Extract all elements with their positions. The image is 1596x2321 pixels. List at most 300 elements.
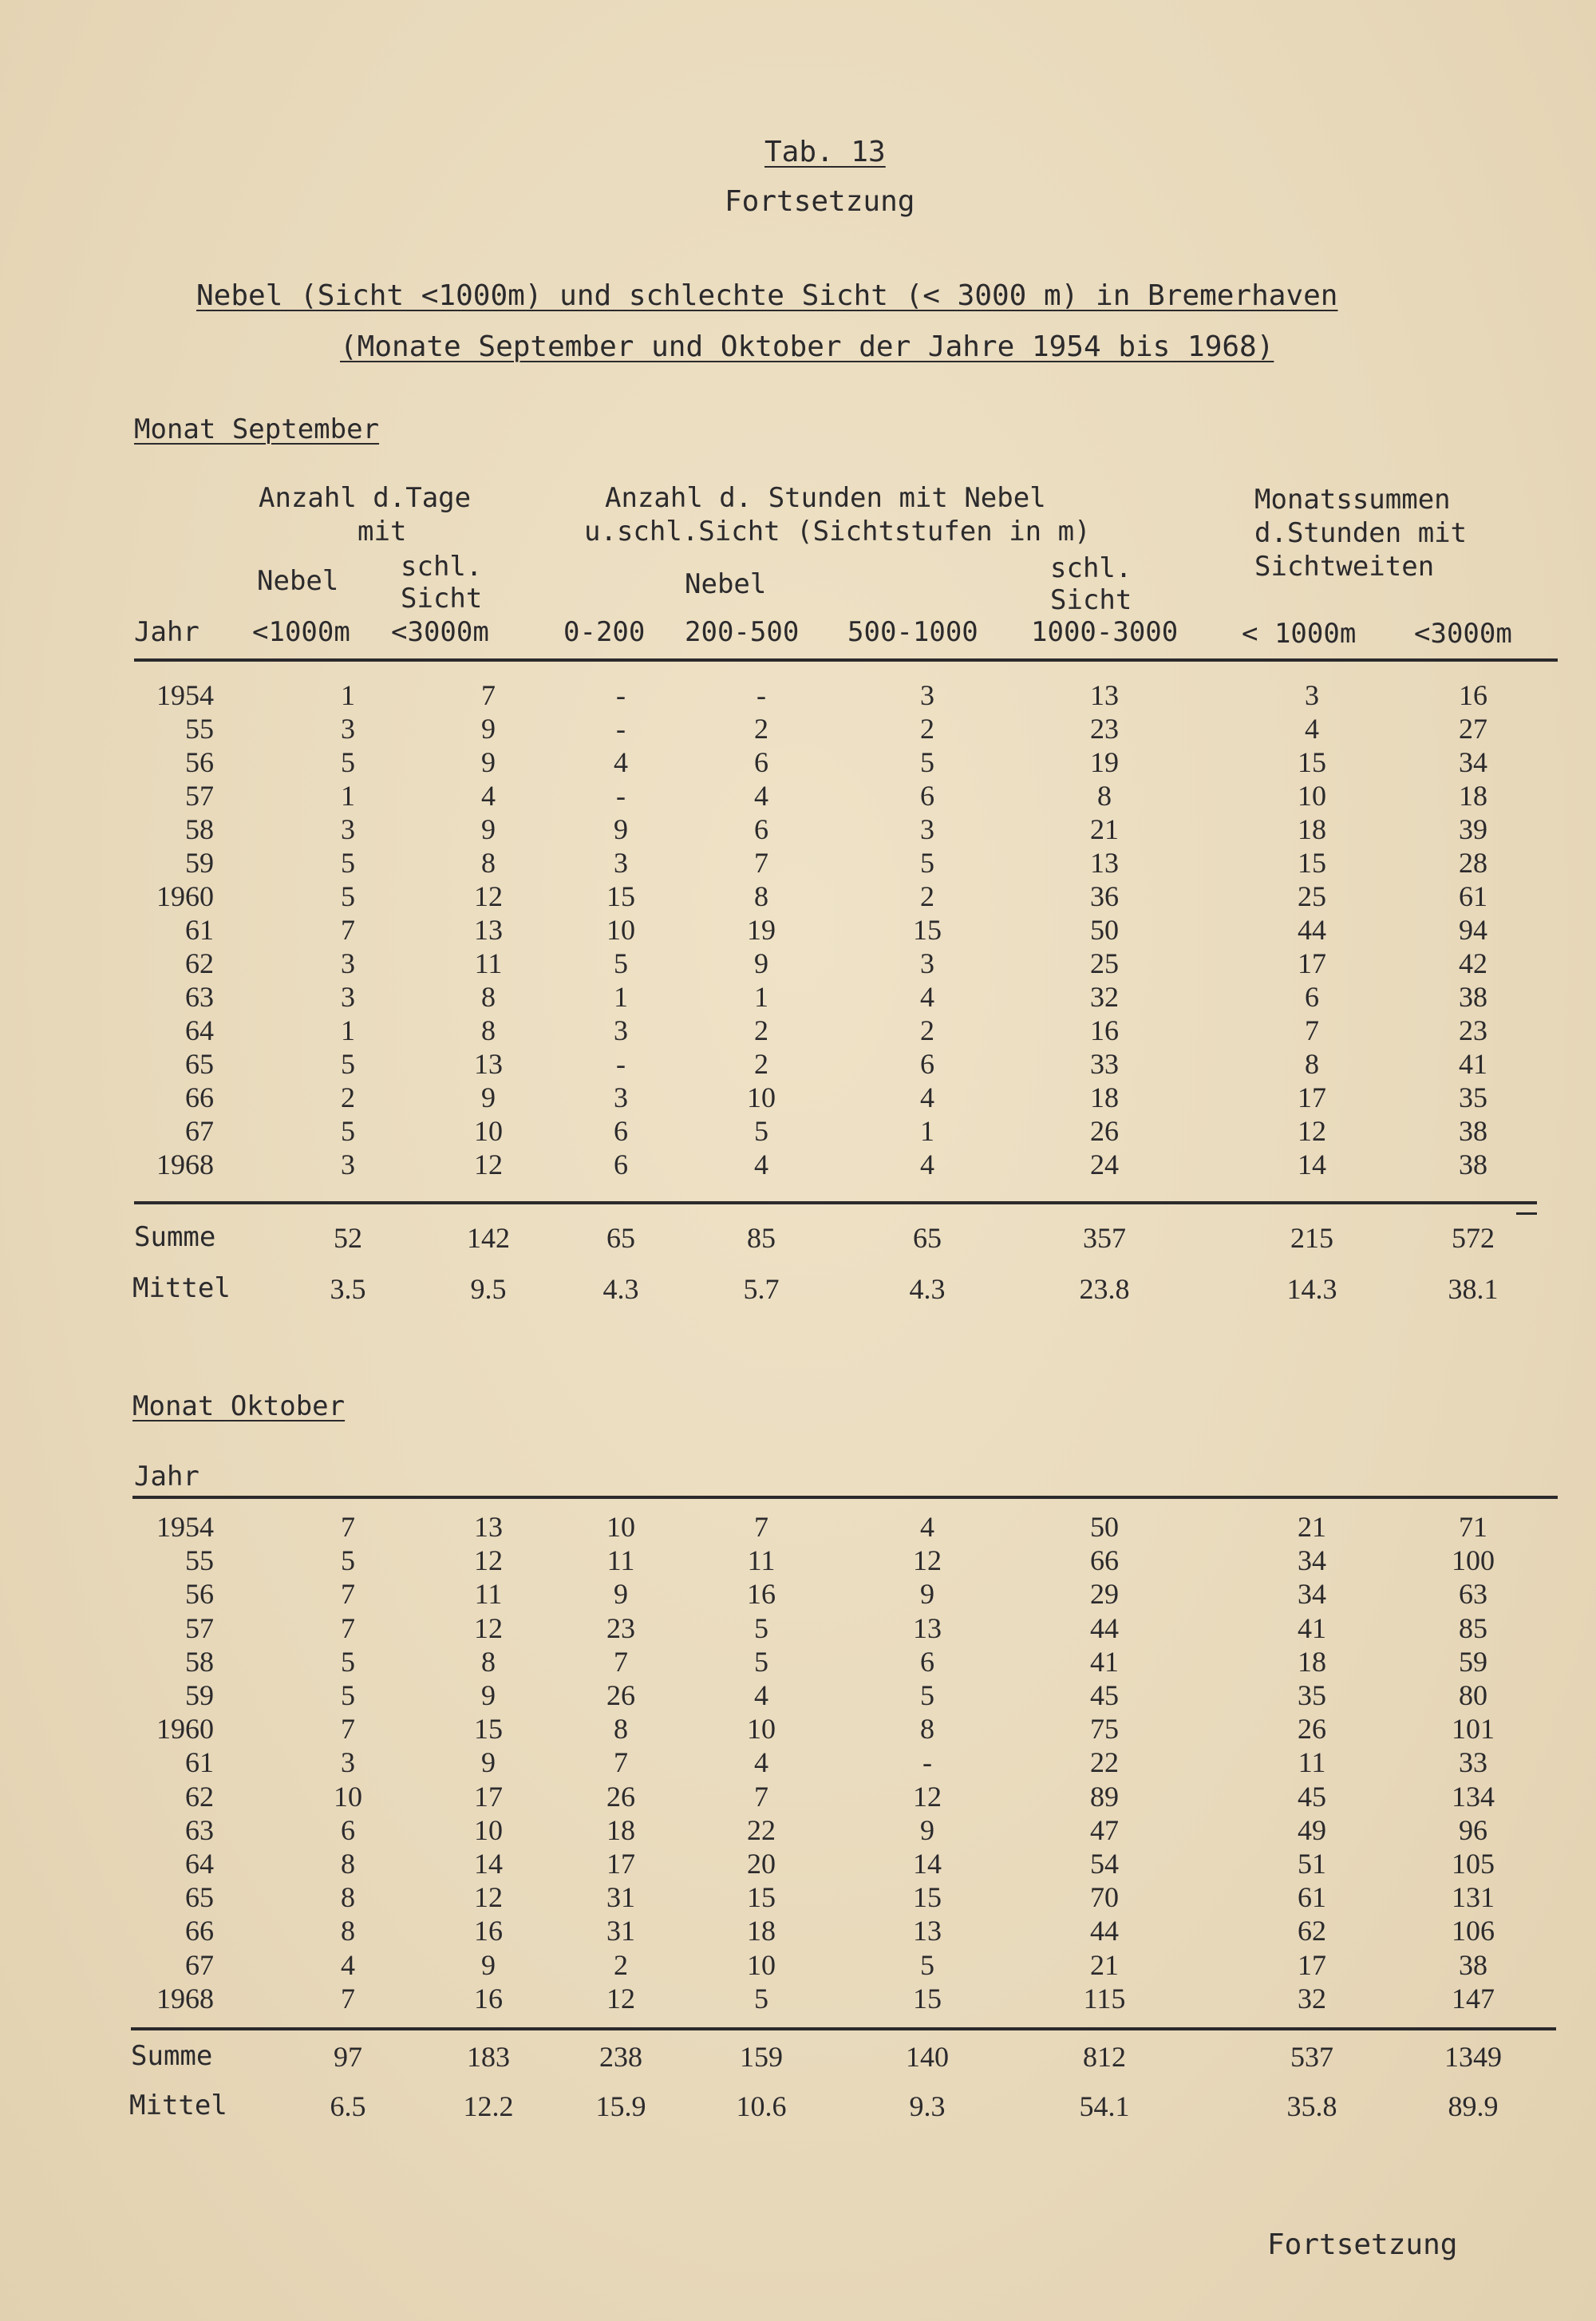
value-cell: 21: [1298, 1511, 1326, 1543]
value-cell: 13: [913, 1611, 942, 1644]
value-cell: 134: [1452, 1780, 1495, 1813]
year-cell: 66: [185, 1081, 214, 1113]
value-cell: 2: [920, 880, 934, 912]
mittel-value: 4.3: [602, 1273, 639, 1305]
value-cell: 16: [1090, 1014, 1119, 1046]
value-cell: 5: [341, 847, 355, 879]
value-cell: 6: [920, 1048, 934, 1080]
table-row: [0, 1544, 1596, 1577]
value-cell: 41: [1298, 1611, 1326, 1644]
header-sums-line2: d.Stunden mit: [1254, 517, 1468, 549]
mittel-value: 14.3: [1286, 1273, 1337, 1305]
value-cell: 5: [341, 1544, 355, 1577]
table-row: [0, 1813, 1596, 1847]
value-cell: 14: [913, 1848, 942, 1880]
value-cell: 9: [920, 1813, 934, 1846]
value-cell: 7: [754, 847, 768, 879]
mittel-value: 10.6: [736, 2090, 787, 2122]
year-cell: 64: [185, 1848, 214, 1880]
table-row: [0, 1948, 1596, 1982]
value-cell: 8: [614, 1713, 628, 1746]
value-cell: 10: [606, 914, 635, 946]
value-cell: 18: [1459, 780, 1487, 812]
value-cell: -: [616, 1048, 626, 1080]
value-cell: -: [616, 679, 626, 711]
value-cell: -: [922, 1746, 932, 1779]
value-cell: 9: [481, 713, 496, 745]
value-cell: 5: [341, 1115, 355, 1147]
value-cell: 18: [606, 1813, 635, 1846]
value-cell: 2: [341, 1081, 355, 1113]
table-row: [0, 1746, 1596, 1779]
mittel-value: 89.9: [1448, 2090, 1499, 2122]
value-cell: 10: [474, 1813, 503, 1846]
table-row: [0, 1148, 1596, 1181]
value-cell: 5: [754, 1611, 768, 1644]
value-cell: 5: [920, 1948, 934, 1981]
value-cell: 15: [913, 914, 942, 946]
table-row: [0, 947, 1596, 980]
value-cell: 11: [606, 1544, 635, 1577]
value-cell: 23: [1090, 713, 1119, 745]
value-cell: 35: [1298, 1679, 1326, 1711]
value-cell: 1: [920, 1115, 934, 1147]
continuation-note-bottom: Fortsetzung: [1267, 2228, 1458, 2261]
year-cell: 1968: [156, 1149, 214, 1180]
value-cell: 7: [1305, 1014, 1319, 1046]
mittel-value: 23.8: [1079, 1273, 1130, 1305]
value-cell: 17: [1298, 1081, 1326, 1113]
year-cell: 62: [185, 947, 214, 979]
value-cell: 34: [1298, 1578, 1326, 1611]
value-cell: 8: [1305, 1048, 1319, 1080]
mittel-value: 54.1: [1079, 2090, 1130, 2122]
value-cell: 10: [334, 1780, 362, 1813]
year-cell: 55: [185, 1544, 214, 1577]
value-cell: 70: [1090, 1881, 1119, 1914]
value-cell: 16: [747, 1578, 776, 1611]
value-cell: 6: [920, 780, 934, 812]
value-cell: 15: [1298, 746, 1326, 778]
value-cell: 2: [754, 1014, 768, 1046]
value-cell: 10: [1298, 780, 1326, 812]
value-cell: 6: [754, 813, 768, 845]
header-col-3000m: <3000m: [391, 616, 489, 648]
sum-rule-oktober: [131, 2027, 1556, 2030]
value-cell: 38: [1459, 1115, 1487, 1147]
value-cell: 4: [754, 1149, 768, 1180]
table-row: [0, 880, 1596, 913]
value-cell: 26: [1298, 1713, 1326, 1746]
value-cell: 47: [1090, 1813, 1119, 1846]
summe-label: Summe: [131, 2040, 213, 2072]
value-cell: 8: [341, 1848, 355, 1880]
value-cell: 14: [1298, 1149, 1326, 1180]
value-cell: 31: [606, 1915, 635, 1947]
value-cell: 6: [341, 1813, 355, 1846]
table-row: [0, 1577, 1596, 1611]
value-cell: 11: [474, 1578, 503, 1611]
value-cell: 3: [341, 1149, 355, 1180]
table-row: [0, 1880, 1596, 1914]
value-cell: 44: [1298, 914, 1326, 946]
value-cell: 34: [1459, 746, 1487, 778]
value-cell: 62: [1298, 1915, 1326, 1947]
value-cell: 33: [1090, 1048, 1119, 1080]
header-hours-subtitle: u.schl.Sicht (Sichtstufen in m): [584, 516, 1091, 548]
value-cell: 19: [1090, 746, 1119, 778]
value-cell: 5: [341, 1645, 355, 1678]
value-cell: 7: [341, 1713, 355, 1746]
value-cell: 7: [614, 1645, 628, 1678]
value-cell: 51: [1298, 1848, 1326, 1880]
header-days-sicht: Sicht: [401, 583, 483, 615]
value-cell: 11: [1298, 1746, 1326, 1779]
value-cell: 26: [1090, 1115, 1119, 1147]
value-cell: 11: [747, 1544, 776, 1577]
value-cell: 34: [1298, 1544, 1326, 1577]
section-heading-september: Monat September: [134, 413, 380, 445]
table-row: [0, 813, 1596, 846]
mittel-value: 6.5: [330, 2090, 366, 2122]
value-cell: 5: [754, 1982, 768, 2015]
year-cell: 1954: [156, 679, 214, 711]
value-cell: 12: [474, 880, 503, 912]
value-cell: -: [616, 780, 626, 812]
value-cell: 28: [1459, 847, 1487, 879]
year-cell: 55: [185, 713, 214, 745]
value-cell: 96: [1459, 1813, 1487, 1846]
summe-row: [0, 1221, 1596, 1255]
header-col-1000m: <1000m: [252, 616, 350, 648]
header-hours-group: Anzahl d. Stunden mit Nebel: [605, 482, 1046, 514]
value-cell: 7: [754, 1511, 768, 1543]
value-cell: 4: [920, 1081, 934, 1113]
value-cell: 4: [341, 1948, 355, 1981]
value-cell: 66: [1090, 1544, 1119, 1577]
value-cell: 94: [1459, 914, 1487, 946]
summe-value: 238: [599, 2041, 642, 2073]
table-row: [0, 1982, 1596, 2015]
value-cell: 5: [754, 1645, 768, 1678]
value-cell: 3: [341, 981, 355, 1013]
value-cell: 89: [1090, 1780, 1119, 1813]
value-cell: 7: [614, 1746, 628, 1779]
table-row: [0, 1645, 1596, 1678]
value-cell: 5: [341, 746, 355, 778]
value-cell: 3: [1305, 679, 1319, 711]
value-cell: 10: [747, 1081, 776, 1113]
value-cell: 45: [1090, 1679, 1119, 1711]
summe-value: 357: [1083, 1222, 1126, 1254]
value-cell: 12: [606, 1982, 635, 2015]
value-cell: 15: [913, 1881, 942, 1914]
value-cell: 24: [1090, 1149, 1119, 1180]
value-cell: 10: [747, 1713, 776, 1746]
value-cell: 41: [1459, 1048, 1487, 1080]
header-days-group: Anzahl d.Tage: [259, 482, 472, 514]
value-cell: 5: [341, 1679, 355, 1711]
value-cell: 38: [1459, 1149, 1487, 1180]
header-col-sum-3000m: <3000m: [1414, 618, 1512, 650]
value-cell: 15: [1298, 847, 1326, 879]
value-cell: 49: [1298, 1813, 1326, 1846]
value-cell: 15: [606, 880, 635, 912]
summe-value: 140: [906, 2041, 949, 2073]
value-cell: 4: [481, 780, 496, 812]
value-cell: 3: [341, 813, 355, 845]
mittel-label: Mittel: [132, 1272, 231, 1304]
value-cell: 10: [606, 1511, 635, 1543]
value-cell: 44: [1090, 1915, 1119, 1947]
value-cell: 9: [481, 746, 496, 778]
header-days-schl: schl.: [401, 551, 483, 583]
value-cell: 8: [1097, 780, 1112, 812]
table-row: [0, 1510, 1596, 1544]
value-cell: 4: [920, 1149, 934, 1180]
value-cell: 13: [474, 914, 503, 946]
value-cell: 18: [1298, 1645, 1326, 1678]
value-cell: 2: [920, 713, 934, 745]
value-cell: -: [616, 713, 626, 745]
value-cell: 21: [1090, 1948, 1119, 1981]
value-cell: 2: [754, 1048, 768, 1080]
year-cell: 56: [185, 746, 214, 778]
summe-value: 537: [1290, 2041, 1333, 2073]
value-cell: 9: [920, 1578, 934, 1611]
table-row: [0, 1712, 1596, 1746]
value-cell: 17: [606, 1848, 635, 1880]
value-cell: 7: [341, 1982, 355, 2015]
header-days-nebel: Nebel: [257, 565, 339, 597]
value-cell: 4: [920, 1511, 934, 1543]
value-cell: 6: [754, 746, 768, 778]
mittel-value: 9.5: [470, 1273, 507, 1305]
table-row: [0, 980, 1596, 1014]
continuation-note-top: Fortsetzung: [725, 185, 915, 218]
value-cell: 59: [1459, 1645, 1487, 1678]
value-cell: 75: [1090, 1713, 1119, 1746]
table-row: [0, 1914, 1596, 1947]
table-number: Tab. 13: [764, 136, 886, 168]
value-cell: 3: [920, 679, 934, 711]
header-hours-schl: schl.: [1050, 552, 1132, 584]
value-cell: 12: [474, 1149, 503, 1180]
value-cell: 1: [341, 679, 355, 711]
year-cell: 62: [185, 1780, 214, 1813]
table-row: [0, 779, 1596, 813]
value-cell: 8: [341, 1881, 355, 1914]
summe-value: 97: [334, 2041, 362, 2073]
value-cell: 3: [920, 813, 934, 845]
summe-value: 183: [467, 2041, 510, 2073]
header-sums-group: Monatssummen: [1254, 484, 1451, 516]
value-cell: 7: [341, 1511, 355, 1543]
value-cell: 7: [341, 1611, 355, 1644]
value-cell: 9: [481, 1679, 496, 1711]
year-cell: 1954: [156, 1511, 214, 1543]
sum-rule-tick: [1516, 1212, 1537, 1215]
table-row: [0, 913, 1596, 947]
value-cell: 6: [1305, 981, 1319, 1013]
summe-value: 85: [747, 1222, 776, 1254]
header-col-1000-3000: 1000-3000: [1031, 616, 1179, 648]
value-cell: 35: [1459, 1081, 1487, 1113]
value-cell: 13: [474, 1048, 503, 1080]
year-cell: 56: [185, 1578, 214, 1611]
value-cell: 12: [913, 1780, 942, 1813]
value-cell: 8: [481, 1645, 496, 1678]
value-cell: 21: [1090, 813, 1119, 845]
value-cell: 26: [606, 1679, 635, 1711]
value-cell: 5: [614, 947, 628, 979]
year-cell: 57: [185, 780, 214, 812]
mittel-row: [0, 1272, 1596, 1306]
mittel-value: 35.8: [1286, 2090, 1337, 2122]
value-cell: 23: [606, 1611, 635, 1644]
value-cell: 13: [1090, 847, 1119, 879]
value-cell: 22: [1090, 1746, 1119, 1779]
value-cell: 3: [614, 1081, 628, 1113]
value-cell: 33: [1459, 1746, 1487, 1779]
value-cell: 16: [1459, 679, 1487, 711]
value-cell: 4: [1305, 713, 1319, 745]
value-cell: 6: [614, 1115, 628, 1147]
table-row: [0, 1611, 1596, 1645]
year-cell: 59: [185, 1679, 214, 1711]
table-row: [0, 1047, 1596, 1081]
mittel-value: 3.5: [330, 1273, 366, 1305]
header-hours-nebel: Nebel: [685, 568, 767, 600]
value-cell: 50: [1090, 1511, 1119, 1543]
value-cell: 5: [341, 880, 355, 912]
value-cell: 50: [1090, 914, 1119, 946]
value-cell: 29: [1090, 1578, 1119, 1611]
value-cell: 4: [920, 981, 934, 1013]
value-cell: 100: [1452, 1544, 1495, 1577]
table-row: [0, 745, 1596, 779]
year-cell: 67: [185, 1115, 214, 1147]
year-cell: 63: [185, 981, 214, 1013]
table-row: [0, 846, 1596, 880]
value-cell: 5: [754, 1115, 768, 1147]
value-cell: 4: [754, 1746, 768, 1779]
sum-rule-september: [134, 1201, 1537, 1204]
value-cell: 9: [481, 1746, 496, 1779]
value-cell: 61: [1298, 1881, 1326, 1914]
value-cell: 1: [341, 780, 355, 812]
mittel-value: 38.1: [1448, 1273, 1499, 1305]
section-heading-oktober: Monat Oktober: [132, 1390, 346, 1422]
value-cell: 16: [474, 1982, 503, 2015]
value-cell: 8: [754, 880, 768, 912]
value-cell: 7: [481, 679, 496, 711]
summe-value: 159: [740, 2041, 783, 2073]
summe-value: 142: [467, 1222, 510, 1254]
value-cell: 10: [747, 1948, 776, 1981]
mittel-value: 15.9: [595, 2090, 646, 2122]
summe-row: [0, 2040, 1596, 2074]
value-cell: 4: [754, 1679, 768, 1711]
year-cell: 1960: [156, 880, 214, 912]
value-cell: 27: [1459, 713, 1487, 745]
mittel-label: Mittel: [129, 2090, 227, 2121]
value-cell: 7: [341, 1578, 355, 1611]
table-row: [0, 1114, 1596, 1148]
year-cell: 64: [185, 1014, 214, 1046]
value-cell: 5: [920, 746, 934, 778]
value-cell: 3: [341, 1746, 355, 1779]
value-cell: 13: [1090, 679, 1119, 711]
value-cell: 41: [1090, 1645, 1119, 1678]
value-cell: -: [757, 679, 766, 711]
value-cell: 3: [920, 947, 934, 979]
value-cell: 101: [1452, 1713, 1495, 1746]
mittel-value: 4.3: [909, 1273, 946, 1305]
value-cell: 106: [1452, 1915, 1495, 1947]
value-cell: 3: [614, 1014, 628, 1046]
value-cell: 4: [614, 746, 628, 778]
mittel-value: 9.3: [909, 2090, 946, 2122]
mittel-row: [0, 2090, 1596, 2123]
summe-label: Summe: [134, 1221, 216, 1253]
table-row: [0, 1780, 1596, 1813]
header-jahr-oktober: Jahr: [134, 1461, 200, 1493]
value-cell: 63: [1459, 1578, 1487, 1611]
value-cell: 38: [1459, 981, 1487, 1013]
value-cell: 32: [1090, 981, 1119, 1013]
value-cell: 4: [754, 780, 768, 812]
value-cell: 9: [481, 1948, 496, 1981]
year-cell: 66: [185, 1915, 214, 1947]
value-cell: 45: [1298, 1780, 1326, 1813]
value-cell: 38: [1459, 1948, 1487, 1981]
summe-value: 65: [606, 1222, 635, 1254]
header-jahr: Jahr: [134, 616, 200, 648]
header-col-500-1000: 500-1000: [847, 616, 978, 648]
value-cell: 80: [1459, 1679, 1487, 1711]
document-title: Nebel (Sicht <1000m) und schlechte Sicht (< 3000 m) in Bremerhaven: [196, 279, 1338, 312]
value-cell: 85: [1459, 1611, 1487, 1644]
year-cell: 1968: [156, 1982, 214, 2015]
value-cell: 8: [481, 847, 496, 879]
value-cell: 7: [754, 1780, 768, 1813]
year-cell: 61: [185, 1746, 214, 1779]
value-cell: 7: [341, 914, 355, 946]
value-cell: 13: [474, 1511, 503, 1543]
value-cell: 31: [606, 1881, 635, 1914]
header-hours-sicht: Sicht: [1050, 584, 1132, 616]
summe-value: 215: [1290, 1222, 1333, 1254]
value-cell: 32: [1298, 1982, 1326, 2015]
header-days-mit: mit: [358, 516, 407, 548]
value-cell: 39: [1459, 813, 1487, 845]
value-cell: 44: [1090, 1611, 1119, 1644]
value-cell: 20: [747, 1848, 776, 1880]
value-cell: 36: [1090, 880, 1119, 912]
year-cell: 58: [185, 813, 214, 845]
value-cell: 9: [481, 1081, 496, 1113]
value-cell: 115: [1083, 1982, 1126, 2015]
value-cell: 8: [481, 981, 496, 1013]
value-cell: 2: [920, 1014, 934, 1046]
document-subtitle: (Monate September und Oktober der Jahre 1954 bis 1968): [340, 330, 1274, 363]
year-cell: 58: [185, 1645, 214, 1678]
value-cell: 105: [1452, 1848, 1495, 1880]
value-cell: 9: [481, 813, 496, 845]
year-cell: 59: [185, 847, 214, 879]
value-cell: 1: [341, 1014, 355, 1046]
